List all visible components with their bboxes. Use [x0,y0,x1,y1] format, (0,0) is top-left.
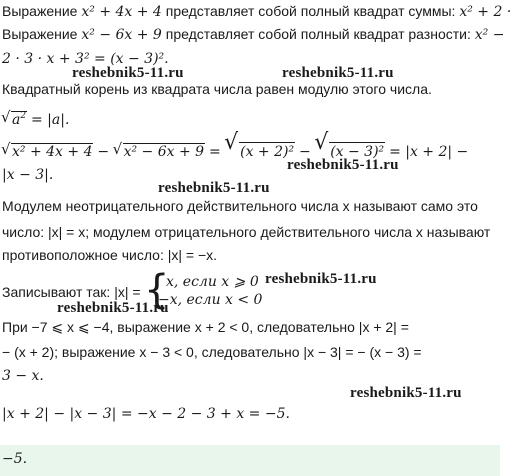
sqrt-a-squared: √ $a^2$ [2,111,27,129]
watermark: reshebnik5-11.ru [265,271,377,287]
brace: { [144,267,170,313]
line-5: √ $a^2 = |a|$. [2,110,69,129]
line-11: Записывают так: |x| = [2,284,141,300]
line-6: √ x² + 4x + 4 − √ x² − 6x + 9 = √ (x + 2)² − √ (x − 3)² = |x + 2| − [2,142,468,161]
watermark: reshebnik5-11.ru [282,65,394,81]
line-2: Выражение x² − 6x + 9 представляет собой полный квадрат разности: x² − [2,26,505,43]
watermark: reshebnik5-11.ru [72,65,184,81]
line-14: 3 − x. [2,368,44,384]
line-3: 2 · 3 · x + 3² = (x − 3)². [2,51,169,67]
answer-highlight [0,445,500,476]
watermark: reshebnik5-11.ru [350,385,462,401]
line-4: Квадратный корень из квадрата числа равен модулю этого числа. [2,81,432,97]
line-8: Модулем неотрицательного действительного числа x называют само это [2,198,478,214]
line-1: Выражение x² + 4x + 4 представляет собой полный квадрат суммы: x² + 2 · [2,3,511,20]
line-13: − (x + 2); выражение x − 3 < 0, следовательно |x − 3| = − (x − 3) = [2,344,422,360]
line-15: |x + 2| − |x − 3| = −x − 2 − 3 + x = −5. [2,406,290,422]
line-12: При −7 ⩽ x ⩽ −4, выражение x + 2 < 0, следовательно |x + 2| = [2,319,409,335]
watermark: reshebnik5-11.ru [158,180,270,196]
watermark: reshebnik5-11.ru [57,300,169,316]
case-2: −x, если x < 0 [158,292,263,308]
line-10: противоположное число: |x| = −x. [2,247,218,263]
watermark: reshebnik5-11.ru [287,157,399,173]
line-7: |x − 3|. [2,167,54,183]
answer-value: −5. [2,451,28,467]
line-9: число: |x| = x; модулем отрицательного действительного числа x называют [2,224,491,240]
case-1: x, если x ⩾ 0 [166,274,259,290]
